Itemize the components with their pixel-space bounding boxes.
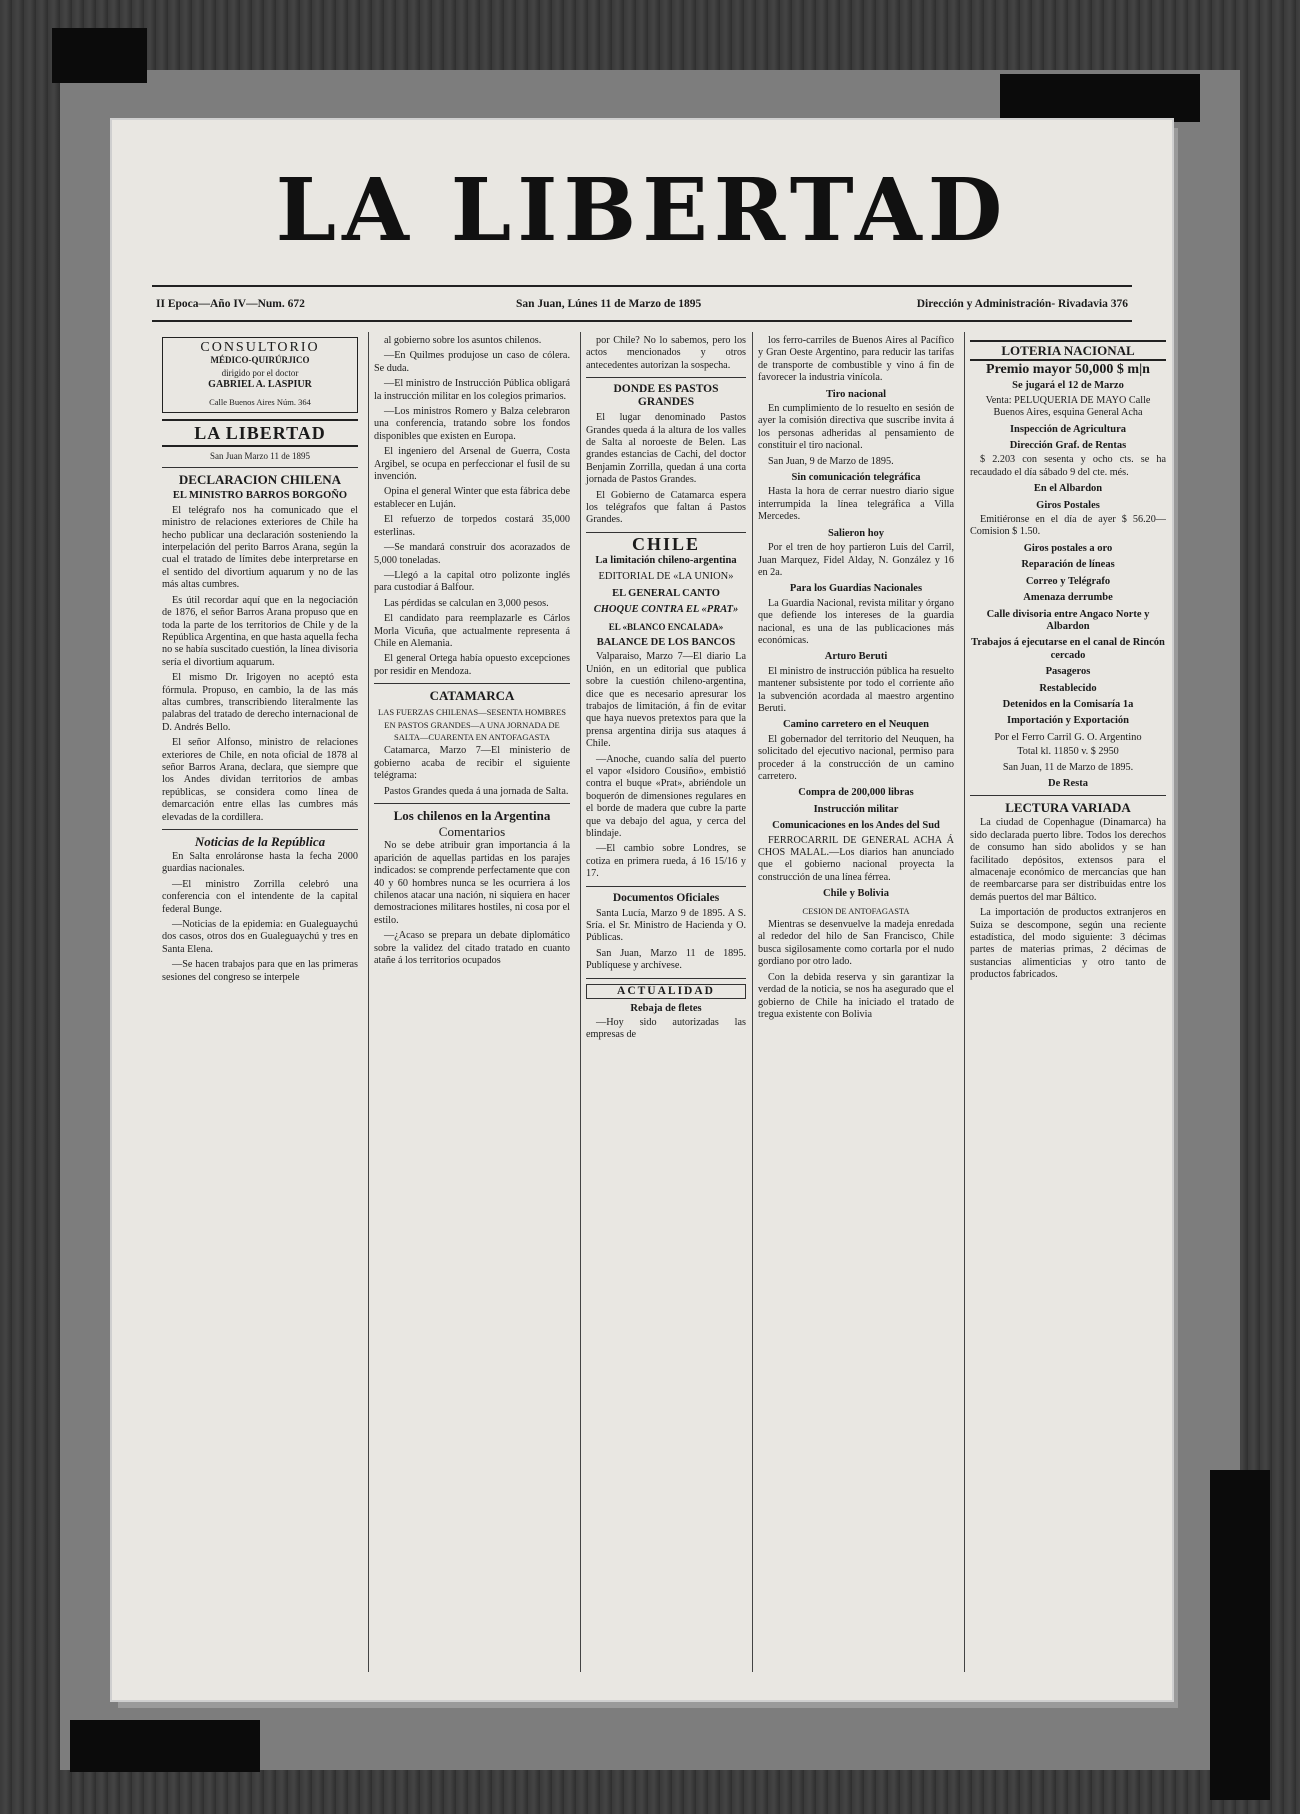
section-rule <box>162 829 358 830</box>
article-subheadline: Inspección de Agricultura <box>1009 423 1127 435</box>
article-subheadline: Dirección Graf. de Rentas <box>1009 440 1127 452</box>
article-subheadline: Arturo Beruti <box>824 651 888 663</box>
article-subheadline: CESION DE ANTOFAGASTA <box>802 905 910 916</box>
section-rule <box>374 803 570 804</box>
article-paragraph: —El ministro de Instrucción Pública obligará la instrucción militar en los colegios primarios. <box>374 378 570 402</box>
article-paragraph: Por el tren de hoy partieron Luis del Carril, Juan Marquez, Fidel Alday, N. González y 16 en 2a. <box>758 542 954 578</box>
corner-clip-top-right <box>1000 74 1200 122</box>
ad-subtitle: MÉDICO-QUIRÚRJICO <box>210 355 310 366</box>
ad-address: Calle Buenos Aires Núm. 364 <box>209 396 311 407</box>
column-2 <box>374 335 570 970</box>
article-headline: CATAMARCA <box>429 688 515 704</box>
article-headline: Los chilenos en la Argentina <box>393 808 551 823</box>
column-separator <box>580 332 581 1672</box>
article-paragraph: Valparaiso, Marzo 7—El diario La Unión, en un editorial que publica sobre la cuestión chileno-argentina, dice que es necesario apresurar los trabajos de limitación, á fin de evitar que haya nuevos pretextos para que la prensa argentina dirija sus ataques á Chile. <box>586 651 746 750</box>
article-paragraph: al gobierno sobre los asuntos chilenos. <box>384 335 542 346</box>
column-separator <box>368 332 369 1672</box>
article-subheadline: Detenidos en la Comisaría 1a <box>1002 698 1134 710</box>
article-subheadline: De Resta <box>1048 777 1088 789</box>
masthead-rule-bottom <box>152 320 1132 322</box>
article-subheadline: Restablecido <box>1039 682 1097 694</box>
section-date: San Juan Marzo 11 de 1895 <box>210 451 310 462</box>
article-paragraph: Mientras se desenvuelve la madeja enredada al rededor del hilo de San Francisco, Chile busca sigilosamente como cortarla por el nudo gordiano por otro lado. <box>758 919 954 968</box>
article-subheadline: Tiro nacional <box>825 388 886 400</box>
article-subheadline: Comentarios <box>438 824 506 839</box>
section-rule <box>586 886 746 887</box>
article-paragraph: Santa Lucía, Marzo 9 de 1895. A S. Sría. el Sr. Ministro de Hacienda y O. Públicas. <box>586 907 746 944</box>
lottery-date: Se jugará el 12 de Marzo <box>1012 380 1124 392</box>
article-subheadline: Comunicaciones en los Andes del Sud <box>772 820 940 832</box>
article-subheadline: EL «BLANCO ENCALADA» <box>608 621 724 632</box>
article-subheadline: Instrucción militar <box>813 803 899 815</box>
article-paragraph: El gobernador del territorio del Neuquen, ha solicitado del ejecutivo nacional, permiso para proceder á la construcción de un camino carretero. <box>758 733 954 782</box>
article-paragraph: Es útil recordar aquí que en la negociación de 1876, el señor Barros Arana propuso que en toda la parte de los territorios de Chile y de la República Argentina, en que hasta aquella fecha no se había suscitado cuestión, la línea divisoria sería el divortium aquarum. <box>162 594 358 668</box>
article-paragraph: —Llegó a la capital otro polizonte inglés para custodiar á Balfour. <box>374 569 570 594</box>
ad-directed: dirigido por el doctor <box>221 367 299 378</box>
article-paragraph: Hasta la hora de cerrar nuestro diario sigue interrumpida la línea telegráfica a Villa Mercedes. <box>758 486 954 523</box>
column-1 <box>162 335 358 987</box>
article-subheadline: Por el Ferro Carril G. O. Argentino <box>994 731 1142 743</box>
article-paragraph: Pastos Grandes queda á una jornada de Salta. <box>384 785 569 797</box>
newspaper-page <box>112 120 1172 1700</box>
article-headline: LECTURA VARIADA <box>1005 800 1131 816</box>
article-subheadline: Rebaja de fletes <box>630 1002 702 1014</box>
corner-clip-top-left <box>52 28 147 83</box>
article-subheadline: Giros Postales <box>1036 499 1100 511</box>
column-4 <box>758 335 954 1024</box>
corner-clip-bottom-right <box>1210 1470 1270 1800</box>
article-subheadline: EDITORIAL DE «LA UNION» <box>598 571 734 583</box>
article-subheadline: Trabajos á ejecutarse en el canal de Rincón cercado <box>971 637 1165 661</box>
article-subheadline: Camino carretero en el Neuquen <box>782 719 929 731</box>
article-paragraph: El general Ortega había opuesto excepciones por residir en Mendoza. <box>374 653 570 677</box>
article-paragraph: —El ministro Zorrilla celebró una conferencia con el intendente de la capital federal Bunge. <box>162 878 358 915</box>
article-subheadline: Pasageros <box>1045 666 1091 678</box>
table-total: Total kl. 11850 v. $ 2950 <box>1017 746 1119 758</box>
masthead-rule-top <box>152 285 1132 287</box>
article-paragraph: El telégrafo nos ha comunicado que el ministro de relaciones exteriores de Chile ha hecho publicar una declaración sosteniendo la interpelación del perito Barros Arana, según la cual el tratado de límites debe interpretarse en el sentido del divortium aquarum y no de las más altas cumbres. <box>162 504 358 591</box>
article-paragraph: El ingeniero del Arsenal de Guerra, Costa Argibel, se ocupa en perfeccionar el fusil de su invención. <box>374 446 570 483</box>
article-headline: CHILE <box>631 533 701 554</box>
column-3 <box>586 335 746 1045</box>
place-and-date: San Juan, Lúnes 11 de Marzo de 1895 <box>516 298 702 310</box>
article-headline: Noticias de la República <box>194 834 326 849</box>
edition-number: II Epoca—Año IV—Num. 672 <box>156 298 305 310</box>
ad-doctor: GABRIEL A. LASPIUR <box>208 379 312 391</box>
article-subheadline: Amenaza derrumbe <box>1023 592 1113 604</box>
article-subheadline: Chile y Bolivia <box>823 888 889 900</box>
lottery-title: LOTERIA NACIONAL <box>970 340 1166 361</box>
article-paragraph: El candidato para reemplazarle es Cárlos Morla Vicuña, que actualmente representa á Chile en Alemania. <box>374 613 570 649</box>
article-paragraph: El mismo Dr. Irigoyen no aceptó esta fórmula. Propuso, en cambio, la de las más altas cumbres, transcribiendo literalmente las palabras del tratado de derecho internacional de D. Andrés Bello. <box>162 672 358 733</box>
dateline <box>156 298 1128 316</box>
article-subheadline: Sin comunicación telegráfica <box>791 472 921 484</box>
article-headline: Documentos Oficiales <box>612 891 720 904</box>
masthead-title: LA LIBERTAD <box>275 160 1009 261</box>
article-subheadline: Importación y Exportación <box>1007 715 1129 727</box>
advertisement-box <box>162 337 358 413</box>
article-paragraph: La ciudad de Copenhague (Dinamarca) ha sido declarada puerto libre. Todos los derechos de consumo han sido abolidos y se han facilitado depósitos, extensos para el almacenaje económico de mercancías que han de reembarcarse para ser distribuidas entre los demás puertos del mar Báltico. <box>970 817 1166 903</box>
article-paragraph: El Gobierno de Catamarca espera los telégrafos que faltan á Pastos Grandes. <box>586 489 746 526</box>
article-paragraph: por Chile? No lo sabemos, pero los actos mencionados y otros antecedentes autorizan la sospecha. <box>586 335 746 371</box>
article-subheadline: BALANCE DE LOS BANCOS <box>596 636 736 648</box>
article-subheadline: Para los Guardias Nacionales <box>789 583 923 595</box>
article-paragraph: —El cambio sobre Londres, se cotiza en primera rueda, á 16 15/16 y 17. <box>586 843 746 880</box>
article-subheadline: LAS FUERZAS CHILENAS—SESENTA HOMBRES EN PASTOS GRANDES—A UNA JORNADA DE SALTA—CUARENTA EN ANTOFAGASTA <box>378 707 566 742</box>
article-paragraph: El lugar denominado Pastos Grandes queda á la altura de los valles de Salta al noroeste de Belen. Las grandes estancias de Cachi, del doctor Benjamin Zorrilla, quedan á una corta jornada de Pastos Grandes. <box>586 412 746 486</box>
article-paragraph: El ministro de instrucción pública ha resuelto mantener subsistente por todo el corriente año la subvención acordada al maestro argentino Beruti. <box>758 665 954 714</box>
article-paragraph: Catamarca, Marzo 7—El ministerio de gobierno acaba de recibir el siguiente telégrama: <box>374 745 570 782</box>
table-date: San Juan, 11 de Marzo de 1895. <box>1002 761 1134 773</box>
article-paragraph: los ferro-carriles de Buenos Aires al Pacífico y Gran Oeste Argentino, para reducir las tarifas de transporte de combustible y vino á fin de favorecer la industria vinícola. <box>758 335 954 384</box>
article-subheadline: CHOQUE CONTRA EL «PRAT» <box>593 604 739 616</box>
office-address: Dirección y Administración- Rivadavia 376 <box>916 298 1128 310</box>
article-paragraph: —Anoche, cuando salía del puerto el vapor «Isidoro Cousiño», embistió contra el buque «Prat», abriéndole un boquerón de dimensiones regulares en el borde de madera que cubre la parte que va debajo del agua, y cerca del blindaje. <box>586 753 746 839</box>
article-paragraph: El señor Alfonso, ministro de relaciones exteriores de Chile, en nota oficial de 1878 al señor Barros Arana, declara, que siempre que los Andes dividan territorios de ambas repúblicas, se considera como línea de demarcación entre ellas las cumbres más elevadas de la cordillera. <box>162 737 358 823</box>
article-paragraph: FERROCARRIL DE GENERAL ACHA Á CHOS MALAL.—Los diarios han anunciado que el gobierno nacional proyecta la construcción de una línea férrea. <box>758 834 954 883</box>
article-paragraph: Emitiéronse en el día de ayer $ 56.20—Comision $ 1.50. <box>970 514 1166 538</box>
article-headline: DECLARACION CHILENA <box>178 472 342 488</box>
article-paragraph: —Noticias de la epidemia: en Gualeguaychú dos casos, otros dos en Gualeguaychú y tres en Santa Elena. <box>162 919 358 955</box>
section-rule <box>586 978 746 979</box>
article-paragraph: San Juan, Marzo 11 de 1895. Publíquese y archívese. <box>586 947 746 972</box>
column-separator <box>964 332 965 1672</box>
ad-title: CONSULTORIO <box>200 340 320 355</box>
article-paragraph: —Hoy sido autorizadas las empresas de <box>586 1017 746 1041</box>
article-subheadline: Salieron hoy <box>827 527 885 539</box>
article-paragraph: —Se hacen trabajos para que en las primeras sesiones del congreso se interpele <box>162 959 358 983</box>
article-paragraph: —¿Acaso se prepara un debate diplomático sobre la validez del citado tratado en cuanto atañe á los territorios ocupados <box>374 930 570 967</box>
article-paragraph: Las pérdidas se calculan en 3,000 pesos. <box>384 597 549 609</box>
article-paragraph: La Guardia Nacional, revista militar y órgano que defiende los intereses de la guardia nacional, es una de las publicaciones más económicas. <box>758 597 954 646</box>
article-paragraph: Opina el general Winter que esta fábrica debe establecer en Luján. <box>374 486 570 510</box>
article-subheadline: La limitación chileno-argentina <box>595 554 737 566</box>
article-subheadline: En el Albardon <box>1033 483 1103 495</box>
section-rule <box>374 683 570 684</box>
column-separator <box>752 332 753 1672</box>
section-rule <box>970 795 1166 796</box>
section-rule <box>162 467 358 468</box>
article-subheadline: Correo y Telégrafo <box>1025 575 1111 587</box>
article-subheadline: Calle divisoria entre Angaco Norte y Albardon <box>986 608 1150 632</box>
article-subheadline: Reparación de líneas <box>1021 559 1115 571</box>
section-rule <box>586 377 746 378</box>
article-paragraph: El refuerzo de torpedos costará 35,000 esterlinas. <box>374 514 570 538</box>
article-paragraph: En cumplimiento de lo resuelto en sesión de ayer la comisión directiva que suscribe invita á los personas adheridas al pensamiento de constituir el tiro nacional. <box>758 403 954 452</box>
article-subheadline: EL MINISTRO BARROS BORGOÑO <box>172 490 348 502</box>
article-paragraph: Con la debida reserva y sin garantizar la verdad de la noticia, se nos ha asegurado que el gobierno de Chile ha iniciado el tratado de tregua existente con Bolivia <box>758 971 954 1020</box>
article-subheadline: EL GENERAL CANTO <box>612 587 720 599</box>
section-title: LA LIBERTAD <box>162 419 358 447</box>
lottery-prize: Premio mayor 50,000 $ m|n <box>986 362 1150 377</box>
article-paragraph: —Los ministros Romero y Balza celebraron una conferencia, tratando sobre los fondos disponibles que existen en Europa. <box>374 406 570 442</box>
article-paragraph: —En Quilmes produjose un caso de cólera. Se duda. <box>374 350 570 374</box>
article-headline: ACTUALIDAD <box>586 984 746 999</box>
article-subheadline: Compra de 200,000 libras <box>798 787 914 799</box>
section-rule <box>586 532 746 533</box>
lottery-sale: Venta: PELUQUERIA DE MAYO Calle Buenos Aires, esquina General Acha <box>985 394 1151 419</box>
article-headline: DONDE ES PASTOS GRANDES <box>613 383 719 409</box>
article-paragraph: En Salta enroláronse hasta la fecha 2000 guardias nacionales. <box>162 851 358 875</box>
article-paragraph: No se debe atribuir gran importancia á la aparición de aquellas partidas en los parajes indicados: se comprende perfectamente que con 40 y 60 hombres nunca se les ocurriera á los chilenos atacar una nación, ni siquiera en hacer demostraciones militares hostiles, ni cosa por el estilo. <box>374 840 570 926</box>
article-paragraph: $ 2.203 con sesenta y ocho cts. se ha recaudado el día sábado 9 del cte. més. <box>970 454 1166 478</box>
article-paragraph: —Se mandará construir dos acorazados de 5,000 toneladas. <box>374 542 570 566</box>
column-5 <box>970 335 1166 985</box>
article-paragraph: San Juan, 9 de Marzo de 1895. <box>768 455 894 467</box>
corner-clip-bottom-left <box>70 1720 260 1772</box>
article-paragraph: La importación de productos extranjeros en Suiza se descompone, según una reciente estadística, del modo siguiente: 3 décimas partes de materias primas, 2 décimas de sustancias alimenticias y otro tanto de productos fabricados. <box>970 907 1166 981</box>
article-subheadline: Giros postales a oro <box>1023 542 1113 554</box>
